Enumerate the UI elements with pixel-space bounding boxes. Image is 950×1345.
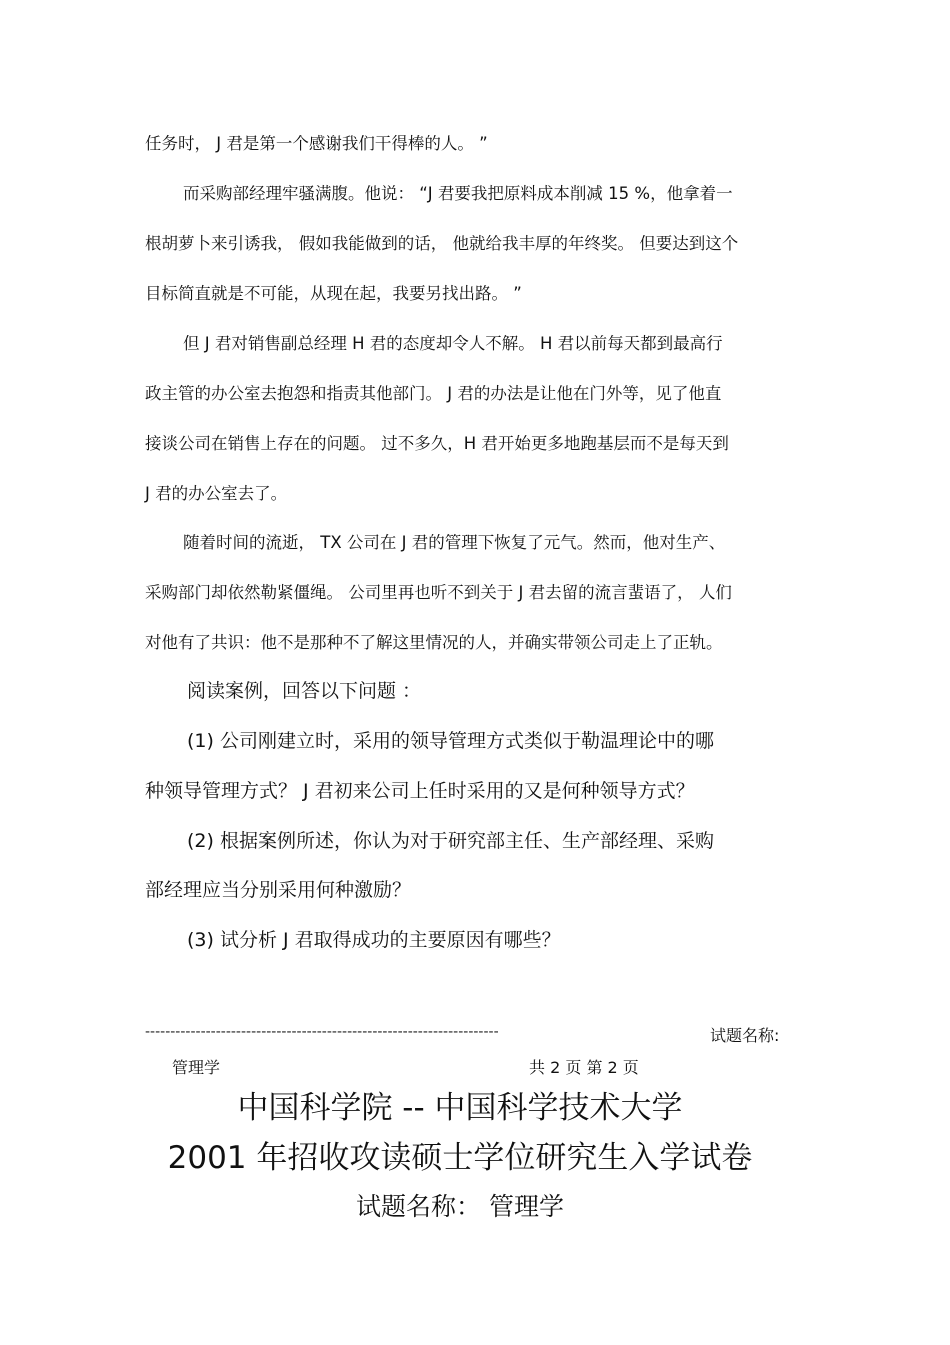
footer-subject: 管理学: [172, 1058, 221, 1077]
question-line: (3) 试分析 J 君取得成功的主要原因有哪些？: [187, 929, 561, 951]
body-line: 随着时间的流逝， TX 公司在 J 君的管理下恢复了元气。然而，他对生产、: [183, 533, 726, 552]
body-line: 但 J 君对销售副总经理 H 君的态度却令人不解。 H 君以前每天都到最高行: [183, 334, 723, 353]
footer-page-count: 共 2 页 第 2 页: [529, 1058, 639, 1077]
question-line: (1) 公司刚建立时，采用的领导管理方式类似于勒温理论中的哪: [187, 730, 714, 752]
question-line: 部经理应当分别采用何种激励？: [145, 879, 412, 901]
body-line: J 君的办公室去了。: [145, 484, 288, 503]
body-line: 根胡萝卜来引诱我， 假如我能做到的话， 他就给我丰厚的年终奖。 但要达到这个: [145, 234, 739, 253]
footer-label: 试题名称:: [710, 1026, 780, 1045]
exam-title-line2: 2001 年招收攻读硕士学位研究生入学试卷: [167, 1140, 753, 1176]
body-line: 目标简直就是不可能，从现在起，我要另找出路。 ”: [145, 284, 522, 303]
exam-title-line1: 中国科学院 -- 中国科学技术大学: [237, 1090, 683, 1126]
body-line: 对他有了共识：他不是那种不了解这里情况的人，并确实带领公司走上了正轨。: [145, 633, 723, 652]
question-line: 种领导管理方式？ J 君初来公司上任时采用的又是何种领导方式？: [145, 780, 695, 802]
footer-divider: ----------------------------------------------------------------------: [145, 1024, 499, 1040]
exam-subject-title: 试题名称： 管理学: [356, 1192, 564, 1221]
body-line: 政主管的办公室去抱怨和指责其他部门。 J 君的办法是让他在门外等，见了他直: [145, 384, 722, 403]
body-line: 任务时， J 君是第一个感谢我们干得棒的人。 ”: [145, 134, 488, 153]
question-prompt: 阅读案例，回答以下问题 ：: [187, 680, 422, 702]
question-line: (2) 根据案例所述，你认为对于研究部主任、生产部经理、采购: [187, 830, 714, 852]
body-line: 采购部门却依然勒紧僵绳。 公司里再也听不到关于 J 君去留的流言蜚语了， 人们: [145, 583, 732, 602]
body-line: 而采购部经理牢骚满腹。他说： “J 君要我把原料成本削减 15 %，他拿着一: [183, 184, 733, 203]
body-line: 接谈公司在销售上存在的问题。 过不多久，H 君开始更多地跑基层而不是每天到: [145, 434, 729, 453]
